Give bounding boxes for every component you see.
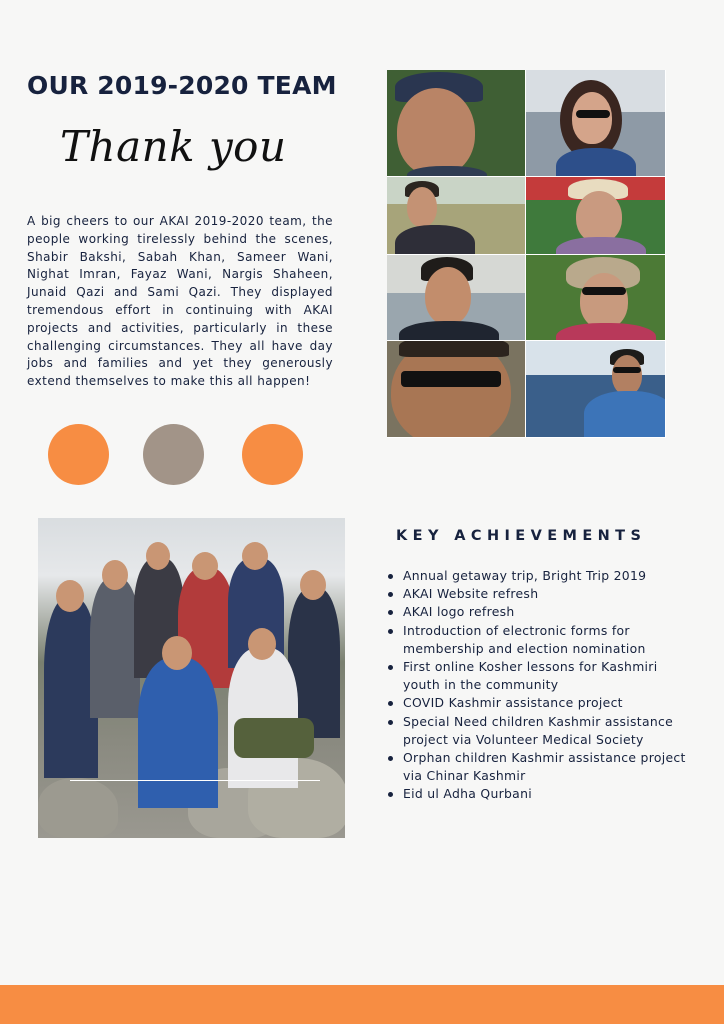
team-photo-7	[387, 341, 525, 437]
team-photo-6	[526, 255, 665, 340]
team-photo-4	[526, 177, 665, 254]
bullet-icon	[388, 720, 393, 725]
team-photo-3	[387, 177, 525, 254]
list-item: Eid ul Adha Qurbani	[386, 785, 686, 803]
list-item: COVID Kashmir assistance project	[386, 694, 686, 712]
decorative-circle-orange-right	[242, 424, 303, 485]
bullet-icon	[388, 701, 393, 706]
bullet-icon	[388, 756, 393, 761]
decorative-circle-taupe	[143, 424, 204, 485]
list-item: First online Kosher lessons for Kashmiri youth in the community	[386, 658, 686, 694]
team-photo-8	[526, 341, 665, 437]
team-intro-paragraph: A big cheers to our AKAI 2019-2020 team, the people working tirelessly behind the scenes, Shabir Bakshi, Sabah Khan, Sameer Wani, Nighat Imran, Fayaz Wani, Nargis Shaheen, Junaid Qazi and Sami Qazi. They displayed tremendous effort in continuing with AKAI projects and activities, particularly in these challenging circumstances. They all have day jobs and families and yet they generously extend themselves to make this all happen!	[27, 214, 333, 389]
list-item: AKAI Website refresh	[386, 585, 686, 603]
bullet-icon	[388, 792, 393, 797]
list-item: Special Need children Kashmir assistance project via Volunteer Medical Society	[386, 713, 686, 749]
list-item: Orphan children Kashmir assistance project via Chinar Kashmir	[386, 749, 686, 785]
thank-you-script-heading: Thank you	[60, 122, 287, 171]
team-photo-collage	[387, 70, 666, 438]
team-photo-2	[526, 70, 665, 176]
bullet-icon	[388, 592, 393, 597]
list-item: Annual getaway trip, Bright Trip 2019	[386, 567, 686, 585]
list-item: AKAI logo refresh	[386, 603, 686, 621]
team-photo-1	[387, 70, 525, 176]
bullet-icon	[388, 574, 393, 579]
team-photo-5	[387, 255, 525, 340]
decorative-circle-orange-left	[48, 424, 109, 485]
footer-accent-bar	[0, 985, 724, 1024]
bullet-icon	[388, 665, 393, 670]
key-achievements-heading: KEY ACHIEVEMENTS	[396, 528, 647, 544]
key-achievements-list	[386, 567, 686, 804]
list-item: Introduction of electronic forms for membership and election nomination	[386, 622, 686, 658]
bullet-icon	[388, 610, 393, 615]
page-title: OUR 2019-2020 TEAM	[27, 71, 337, 100]
bullet-icon	[388, 629, 393, 634]
group-trip-photo	[38, 518, 345, 838]
